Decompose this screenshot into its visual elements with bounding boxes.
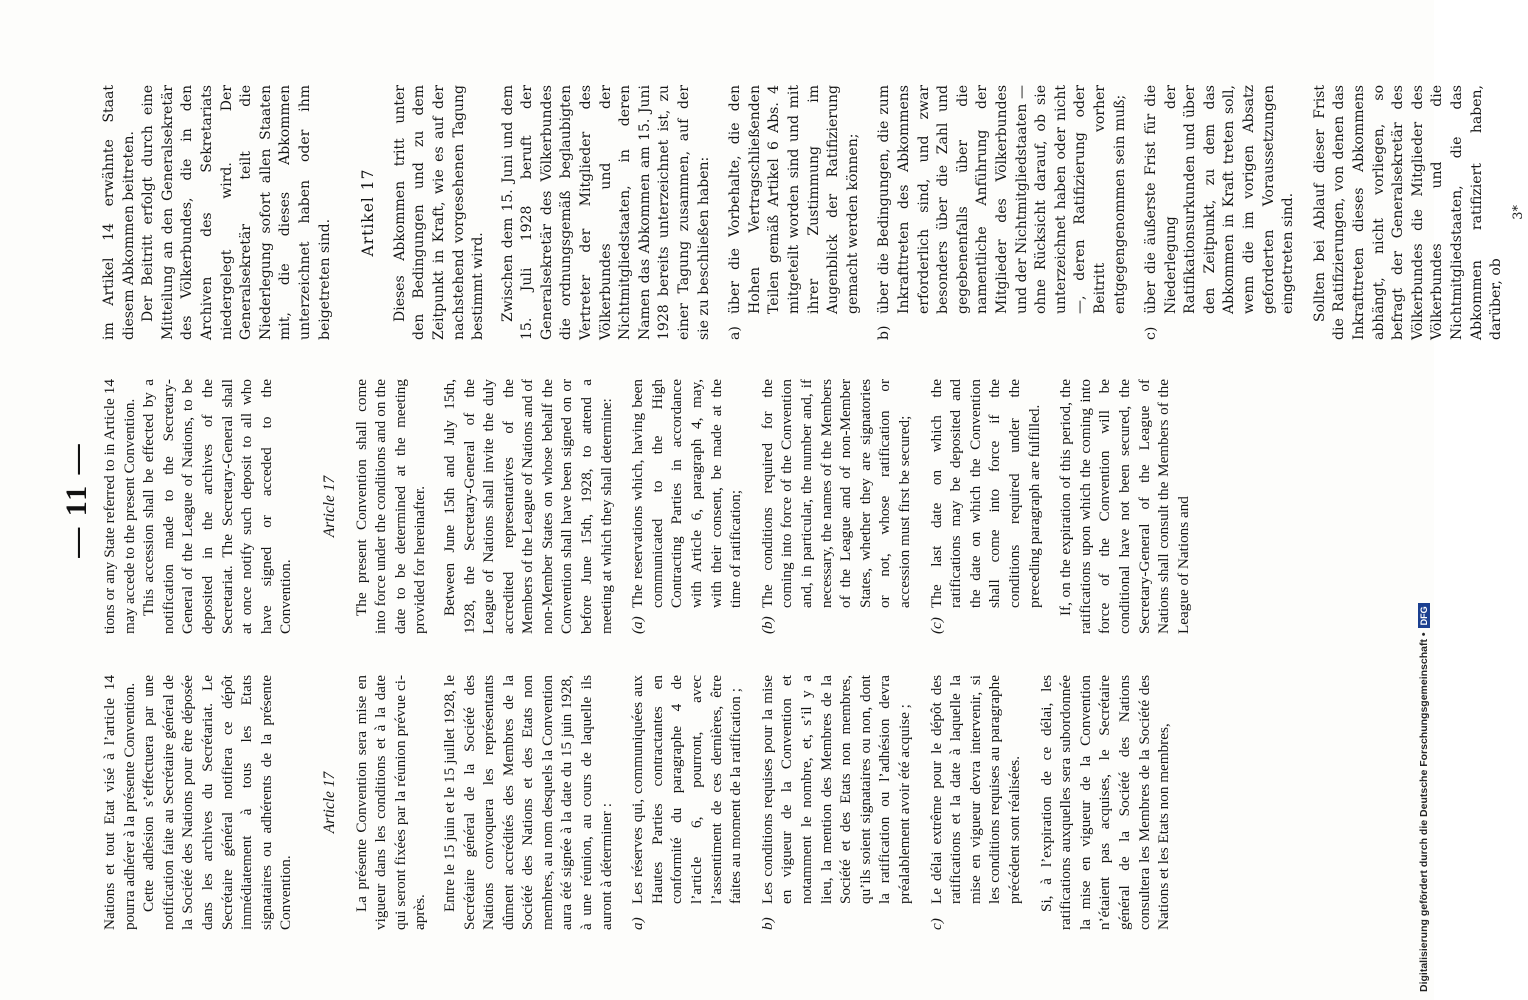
fr-item-a-text: Les réserves qui, communiquées aux Hautes Parties contractantes en conformité du paragraphe 4 de l’article 6, pourront, avec l’assentiment de ces dernières, être faites au moment de la ratification ; xyxy=(629,675,745,904)
fr-item-b-mark: b) xyxy=(758,917,776,930)
fr-item-b-text: Les conditions requises pour la mise en vigueur de la Convention et notamment le nombre, et, s’il y a lieu, la mention des Membres de la Société et des Etats non membres, qu’ils soient signataires ou non, dont la ratification ou l’adhésion devra préalablement avoir été acquise ; xyxy=(758,675,913,904)
fr-item-c-mark: c) xyxy=(927,918,945,930)
dfg-logo: DFG xyxy=(1418,603,1430,628)
de-item-b-mark: b) xyxy=(876,325,893,340)
de-paragraph-1: Dieses Abkommen tritt unter den Bedingungen und zu dem Zeitpunkt in Kraft, wie es auf der nachstehend vorgesehenen Tagung bestimmt wird. xyxy=(391,85,487,340)
fr-paragraph-3: Si, à l’expiration de ce délai, les ratifications auxquelles sera subordonnée la mise en vigueur de la Convention n’étaient pas acquises, le Secrétaire général de la Société des Nations consultera les Membres de la Société des Nations et les Etats non membres, xyxy=(1037,675,1173,930)
de-article-heading: Artikel 17 xyxy=(359,168,378,257)
en-item-c xyxy=(927,379,1045,634)
de-item-b xyxy=(875,85,1130,340)
de-item-c-text: über die äußerste Frist für die Niederlegung der Ratifikationsurkunden und über den Zeitpunkt, zu dem das Abkommen in Kraft treten soll, wenn die im vorigen Absatz geforderten Voraussetzungen eingetreten sind. xyxy=(1143,85,1297,314)
en-accession-paragraph: This accession shall be effected by a notification made to the Secretary-General of the League of Nations, to be deposited in the archives of the Secretariat. The Secretary-General shall at once notify such deposit to all who have signed or acceded to the Convention. xyxy=(140,379,295,634)
de-item-b-text: über die Bedingungen, die zum Inkrafttreten des Abkommens erforderlich sind, und zwar besonders über die Zahl und gegebenenfalls über die namentliche Anführung der Mitglieder des Völkerbundes und der Nichtmitgliedstaaten — ohne Rücksicht darauf, ob sie unterzeichnet haben oder nicht —, deren Ratifizierung oder Beitritt vorher entgegengenommen sein muß; xyxy=(876,85,1128,314)
page-number: — 11 — xyxy=(60,442,93,558)
fr-item-a xyxy=(628,675,746,930)
fr-item-c xyxy=(927,675,1025,930)
en-paragraph-3: If, on the expiration of this period, the ratifications upon which the coming into force of the Convention will be conditional have not been secured, the Secretary-General of the League of Nations shall consult the Members of the League of Nations and xyxy=(1057,379,1192,634)
french-column xyxy=(100,675,1174,930)
en-paragraph-1: The present Convention shall come into force under the conditions and on the date to be determined at the meeting provided for hereinafter. xyxy=(352,379,429,634)
fr-item-c-text: Le délai extrême pour le dépôt des ratifications et la date à laquelle la mise en vigueur devra intervenir, si les conditions requises au paragraphe précédent sont réalisées. xyxy=(927,675,1023,904)
de-item-c-mark: c) xyxy=(1143,326,1160,340)
en-item-c-text: The last date on which the ratifications may be deposited and the date on which the Convention shall come into force if the conditions required under the preceding paragraph are fulfilled. xyxy=(927,379,1043,608)
fr-paragraph-1: La présente Convention sera mise en vigueur dans les conditions et à la date qui seront fixées par la réunion prévue ci-après. xyxy=(352,675,429,930)
dfg-credit-strip xyxy=(1416,0,1432,1000)
en-item-a xyxy=(628,379,746,634)
en-item-b-mark: (b) xyxy=(758,616,776,634)
dfg-credit-inner xyxy=(1416,0,1432,1000)
fr-item-b xyxy=(758,675,915,930)
folio-mark: 3* xyxy=(1510,205,1526,220)
en-item-c-mark: (c) xyxy=(927,617,945,634)
en-item-a-text: The reservations which, having been communicated to the High Contracting Parties in accordance with Article 6, paragraph 4, may, with their consent, be made at the time of ratification; xyxy=(629,379,745,608)
de-item-c xyxy=(1142,85,1299,340)
en-item-a-mark: (a) xyxy=(629,616,647,634)
fr-paragraph-2: Entre le 15 juin et le 15 juillet 1928, le Secrétaire général de la Société des Nations convoquera les représentants dûment accrédités des Membres de la Société des Nations et des Etats non membres, au nom desquels la Convention aura été signée à la date du 15 juin 1928, à une réunion, au cours de laquelle ils auront à déterminer : xyxy=(440,675,615,930)
fr-article-heading: Article 17 xyxy=(320,771,338,834)
german-column xyxy=(100,85,1528,340)
de-item-a xyxy=(726,85,863,340)
en-item-b-text: The conditions required for the coming into force of the Convention and, in particular, the number and, if necessary, the names of the Members of the League and of non-Member States, whether they are signatories or not, whose ratification or accession must first be secured; xyxy=(758,379,913,608)
fr-accession-paragraph: Cette adhésion s’effectuera par une notification faite au Secrétaire général de la Société des Nations pour être déposée dans les archives du Secrétariat. Le Secrétaire général notifiera ce dépôt immédiatement à tous les Etats signataires ou adhérents de la présente Convention. xyxy=(140,675,295,930)
en-paragraph-2: Between June 15th and July 15th, 1928, the Secretary-General of the League of Nations shall invite the duly accredited representatives of the Members of the League of Nations and of non-Member States on whose behalf the Convention shall have been signed on or before June 15th, 1928, to attend a meeting at which they shall determine: xyxy=(440,379,615,634)
de-item-a-text: über die Vorbehalte, die den Hohen Vertragschließenden Teilen gemäß Artikel 6 Abs. 4 mitgeteilt worden sind und mit ihrer Zustimmung im Augenblick der Ratifizierung gemacht werden können; xyxy=(727,85,861,314)
dfg-credit-text: Digitalisierung gefördert durch die Deutsche Forschungsgemeinschaft • xyxy=(1418,632,1430,992)
en-item-b xyxy=(758,379,915,634)
en-intro: tions or any State referred to in Article 14 may accede to the present Convention. xyxy=(101,379,138,634)
de-item-a-mark: a) xyxy=(727,326,744,340)
de-paragraph-3: Sollten bei Ablauf dieser Frist die Ratifizierungen, von denen das Inkrafttreten dieses Abkommens abhängt, nicht vorliegen, so befragt der Generalsekretär des Völkerbundes die Mitglieder des Völkerbundes und die Nichtmitgliedstaaten, die das Abkommen ratifiziert haben, darüber, ob xyxy=(1311,85,1505,340)
en-article-heading: Article 17 xyxy=(320,475,338,538)
de-paragraph-2: Zwischen dem 15. Juni und dem 15. Juli 1928 beruft der Generalsekretär des Völkerbundes die ordnungsgemäß beglaubigten Vertreter der Mitglieder des Völkerbundes und der Nichtmitgliedstaaten, in deren Namen das Abkommen am 15. Juni 1928 bereits unterzeichnet ist, zu einer Tagung zusammen, auf der sie zu beschließen haben: xyxy=(499,85,712,340)
de-accession-paragraph: Der Beitritt erfolgt durch eine Mitteilung an den Generalsekretär des Völkerbundes, die in den Archiven des Sekretariats niedergelegt wird. Der Generalsekretär teilt die Niederlegung sofort allen Staaten mit, die dieses Abkommen unterzeichnet haben oder ihm beigetreten sind. xyxy=(140,85,333,340)
fr-intro: Nations et tout Etat visé à l’article 14 pourra adhérer à la présente Convention. xyxy=(101,675,138,930)
english-column xyxy=(100,379,1193,634)
de-intro: im Artikel 14 erwähnte Staat diesem Abkommen beitreten. xyxy=(101,85,137,340)
fr-item-a-mark: a) xyxy=(629,917,647,930)
